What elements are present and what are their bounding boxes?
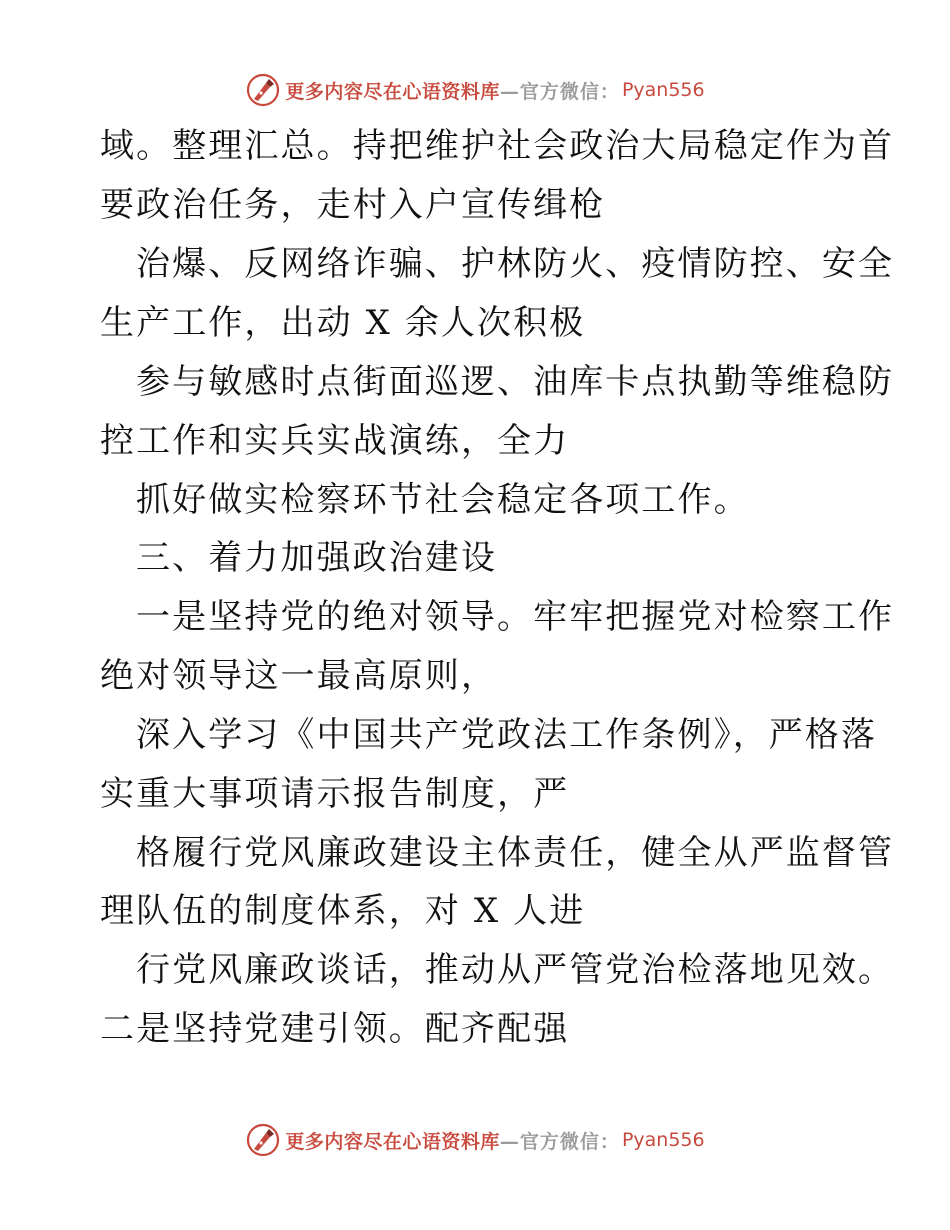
body-line: 抓好做实检察环节社会稳定各项工作。	[136, 480, 750, 520]
body-line: 行党风廉政谈话，推动从严管党治检落地见效。	[136, 950, 895, 990]
header-wechat-id: Pyan556	[621, 79, 705, 101]
pen-nib-logo-icon	[245, 72, 281, 108]
header-site-text: 更多内容尽在心语资料库	[285, 80, 500, 103]
body-line: 生产工作，出动 X 余人次积极	[100, 303, 586, 343]
header-wechat-label: —官方微信：	[499, 80, 620, 103]
body-line: 绝对领导这一最高原则，	[100, 656, 498, 696]
body-line: 要政治任务，走村入户宣传缉枪	[100, 185, 606, 225]
body-line: 二是坚持党建引领。配齐配强	[100, 1009, 570, 1049]
body-line: 格履行党风廉政建设主体责任，健全从严监督管	[136, 833, 895, 873]
body-line: 治爆、反网络诈骗、护林防火、疫情防控、安全	[136, 244, 895, 284]
body-line: 理队伍的制度体系，对 X 人进	[100, 891, 586, 931]
pen-nib-logo-icon	[245, 1122, 281, 1158]
body-line: 控工作和实兵实战演练，全力	[100, 421, 570, 461]
section-heading: 三、着力加强政治建设	[136, 538, 497, 578]
footer-wechat-label: —官方微信：	[499, 1130, 620, 1153]
body-line: 一是坚持党的绝对领导。牢牢把握党对检察工作	[136, 597, 895, 637]
footer-wechat-id: Pyan556	[621, 1129, 705, 1151]
body-line: 域。整理汇总。持把维护社会政治大局稳定作为首	[100, 126, 895, 166]
body-line: 深入学习《中国共产党政法工作条例》，严格落	[136, 715, 878, 755]
footer-watermark	[0, 1120, 950, 1160]
body-line: 参与敏感时点街面巡逻、油库卡点执勤等维稳防	[136, 362, 895, 402]
footer-site-text: 更多内容尽在心语资料库	[285, 1130, 500, 1153]
header-watermark	[0, 70, 950, 110]
body-line: 实重大事项请示报告制度，严	[100, 774, 570, 814]
